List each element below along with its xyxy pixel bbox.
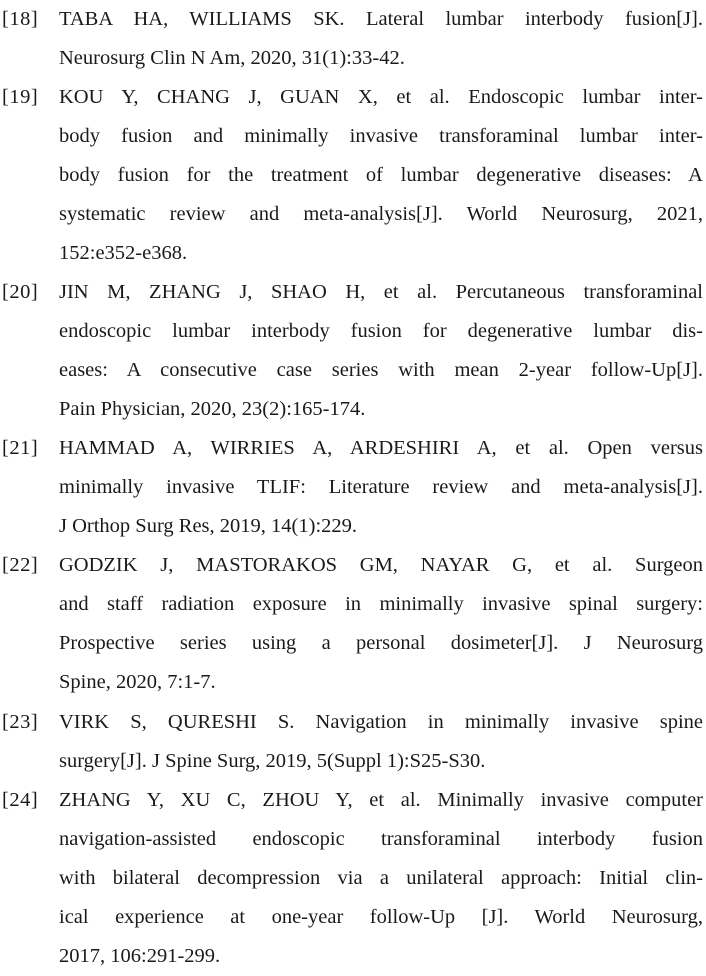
reference-24 bbox=[2, 781, 703, 976]
reference-number: [21] bbox=[2, 437, 39, 459]
reference-text: systematic review and meta-analysis[J]. World Neurosurg, 2021, bbox=[59, 203, 703, 225]
reference-number: [18] bbox=[2, 8, 39, 30]
reference-19 bbox=[2, 78, 703, 273]
reference-number: [24] bbox=[2, 789, 39, 811]
reference-text: and staff radiation exposure in minimally invasive spinal surgery: bbox=[59, 593, 703, 615]
reference-number: [23] bbox=[2, 711, 39, 733]
reference-line bbox=[2, 703, 703, 742]
reference-text: 152:e352-e368. bbox=[59, 242, 188, 264]
reference-text: HAMMAD A, WIRRIES A, ARDESHIRI A, et al. Open versus bbox=[59, 437, 703, 459]
reference-21 bbox=[2, 429, 703, 546]
reference-line bbox=[2, 273, 703, 312]
reference-text: eases: A consecutive case series with mean 2-year follow-Up[J]. bbox=[59, 359, 703, 381]
reference-text: J Orthop Surg Res, 2019, 14(1):229. bbox=[59, 515, 358, 537]
reference-line bbox=[2, 429, 703, 468]
reference-23 bbox=[2, 703, 703, 781]
reference-text: 2017, 106:291-299. bbox=[59, 945, 221, 967]
reference-text: with bilateral decompression via a unilateral approach: Initial clin- bbox=[59, 867, 703, 889]
reference-18 bbox=[2, 0, 703, 78]
reference-text: VIRK S, QURESHI S. Navigation in minimally invasive spine bbox=[59, 711, 703, 733]
reference-text: endoscopic lumbar interbody fusion for degenerative lumbar dis- bbox=[59, 320, 703, 342]
reference-20 bbox=[2, 273, 703, 429]
reference-number: [20] bbox=[2, 281, 39, 303]
reference-text: body fusion for the treatment of lumbar degenerative diseases: A bbox=[59, 164, 703, 186]
reference-text: GODZIK J, MASTORAKOS GM, NAYAR G, et al. Surgeon bbox=[59, 554, 703, 576]
reference-text: KOU Y, CHANG J, GUAN X, et al. Endoscopic lumbar inter- bbox=[59, 86, 703, 108]
reference-text: JIN M, ZHANG J, SHAO H, et al. Percutaneous transforaminal bbox=[59, 281, 703, 303]
reference-text: ZHANG Y, XU C, ZHOU Y, et al. Minimally invasive computer bbox=[59, 789, 703, 811]
reference-22 bbox=[2, 546, 703, 702]
reference-text: navigation-assisted endoscopic transforaminal interbody fusion bbox=[59, 828, 703, 850]
reference-text: ical experience at one-year follow-Up [J]. World Neurosurg, bbox=[59, 906, 703, 928]
reference-text: Prospective series using a personal dosimeter[J]. J Neurosurg bbox=[59, 632, 703, 654]
reference-line bbox=[2, 781, 703, 820]
reference-text: Neurosurg Clin N Am, 2020, 31(1):33-42. bbox=[59, 47, 405, 69]
reference-line bbox=[2, 78, 703, 117]
reference-line bbox=[2, 546, 703, 585]
reference-number: [19] bbox=[2, 86, 39, 108]
reference-text: minimally invasive TLIF: Literature review and meta-analysis[J]. bbox=[59, 476, 703, 498]
reference-text: body fusion and minimally invasive transforaminal lumbar inter- bbox=[59, 125, 703, 147]
reference-text: surgery[J]. J Spine Surg, 2019, 5(Suppl 1):S25-S30. bbox=[59, 750, 486, 772]
reference-line bbox=[2, 0, 703, 39]
reference-text: Pain Physician, 2020, 23(2):165-174. bbox=[59, 398, 366, 420]
reference-text: TABA HA, WILLIAMS SK. Lateral lumbar interbody fusion[J]. bbox=[59, 8, 703, 30]
reference-text: Spine, 2020, 7:1-7. bbox=[59, 671, 216, 693]
reference-number: [22] bbox=[2, 554, 39, 576]
